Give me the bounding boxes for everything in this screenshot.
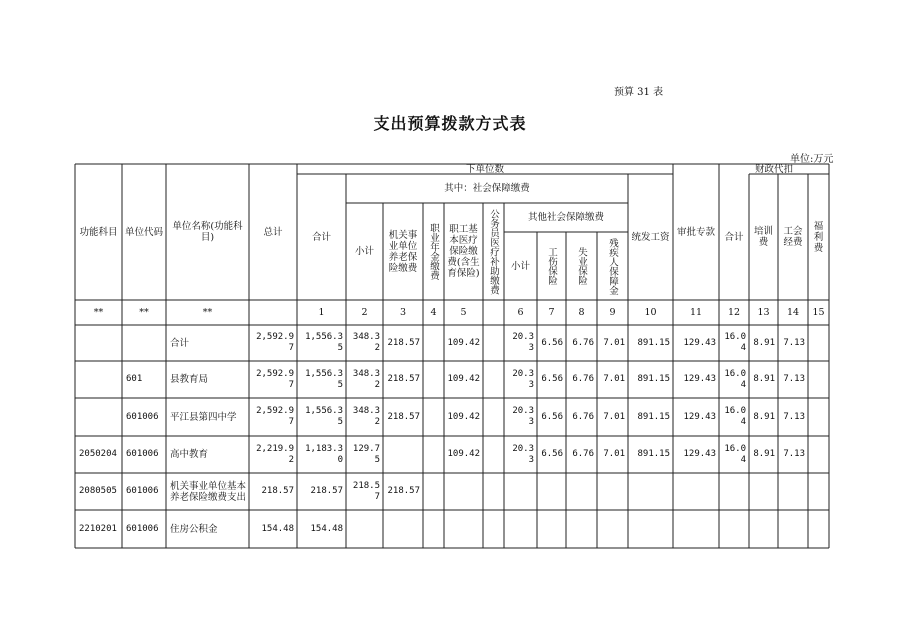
- index-cell: 5: [460, 307, 467, 318]
- table-row-cell: 109.42: [447, 337, 480, 348]
- table-row-cell: [75, 361, 122, 398]
- table-row-cell: 2210201: [79, 523, 117, 534]
- table-row-cell: 7.13: [783, 374, 805, 384]
- form-number: 预算 31 表: [614, 87, 664, 98]
- table-row-cell: [483, 473, 504, 510]
- table-row-cell: 218.57: [387, 411, 420, 422]
- table-row-cell: 16.04: [724, 368, 746, 390]
- table-row-cell: 7.01: [603, 411, 625, 422]
- index-cell: 8: [578, 307, 585, 318]
- table-row-cell: 7.13: [783, 411, 805, 422]
- table-row-cell: 8.91: [753, 374, 775, 384]
- header-special: 审批专款: [676, 226, 715, 238]
- table-row-cell: 154.48: [310, 523, 343, 534]
- table-row-cell: 16.04: [724, 443, 746, 465]
- index-cell: 12: [727, 307, 741, 318]
- table-row-cell: 129.43: [683, 337, 716, 348]
- table-row-cell: 高中教育: [170, 449, 209, 460]
- table-row-cell: [483, 398, 504, 436]
- table-row-cell: [673, 510, 719, 548]
- table-row-cell: [483, 325, 504, 361]
- table-row-cell: 1,183.30: [305, 443, 343, 465]
- table-row-cell: 891.15: [637, 337, 670, 348]
- index-cell: **: [202, 307, 213, 318]
- table-row-cell: 20.33: [512, 443, 534, 465]
- table-row-cell: 6.76: [572, 337, 594, 348]
- header-wage: 统发工资: [631, 231, 670, 243]
- table-row-cell: 7.13: [783, 449, 805, 459]
- table-row-cell: [628, 510, 673, 548]
- table-row-cell: [504, 473, 537, 510]
- table-row-cell: 2,592.97: [256, 332, 294, 353]
- table-row-cell: 2050204: [79, 449, 117, 459]
- index-cell: **: [139, 307, 149, 318]
- table-row-cell: [383, 510, 423, 548]
- header-sum: 合计: [311, 231, 331, 243]
- table-row-cell: 合计: [170, 337, 190, 349]
- table-row-cell: [423, 473, 444, 510]
- table-row-cell: [778, 510, 808, 548]
- table-row-cell: [537, 473, 566, 510]
- table-row-cell: [423, 510, 444, 548]
- table-row-cell: 2,219.92: [256, 443, 294, 465]
- table-row-cell: [423, 361, 444, 398]
- table-row-cell: 891.15: [637, 449, 670, 459]
- unit-label: 单位:万元: [790, 154, 834, 165]
- header-subtotal: 小计: [354, 246, 374, 257]
- table-row-cell: [383, 436, 423, 473]
- index-cell: 11: [689, 307, 703, 318]
- table-row-cell: 7.01: [603, 337, 625, 348]
- index-cell: 4: [430, 307, 437, 318]
- index-cell: 10: [644, 307, 657, 318]
- table-row-cell: [122, 325, 166, 361]
- table-row-cell: [808, 436, 829, 473]
- table-row-cell: 6.56: [541, 374, 563, 384]
- header-unit-code: 单位代码: [124, 226, 163, 238]
- table-row-cell: [749, 473, 778, 510]
- table-row-cell: 7.01: [603, 374, 625, 384]
- header-other-subtotal: 小计: [510, 260, 530, 272]
- table-row-cell: [504, 510, 537, 548]
- table-row-cell: 218.57: [387, 486, 420, 496]
- table-row-cell: 20.33: [512, 406, 534, 427]
- table-row-cell: 7.01: [603, 449, 625, 459]
- table-row-cell: 1,556.35: [305, 332, 343, 353]
- table-row-cell: 8.91: [753, 411, 775, 422]
- table-row-cell: [483, 436, 504, 473]
- table-row-cell: 601006: [126, 523, 159, 534]
- table-row-cell: 129.43: [683, 374, 716, 384]
- header-medical: 职工基本医疗保险缴费(含生育保险): [447, 224, 480, 279]
- index-cell: 13: [757, 307, 770, 318]
- table-row-cell: [808, 473, 829, 510]
- table-row-cell: 218.57: [387, 374, 420, 384]
- header-civil-medical: 公务员医疗补助缴费: [488, 208, 499, 295]
- table-row-cell: [346, 510, 383, 548]
- header-social-security: 其中：社会保障缴费: [444, 183, 530, 194]
- table-row-cell: 109.42: [447, 411, 480, 422]
- table-row-cell: 6.76: [572, 449, 594, 459]
- index-cell: 14: [786, 307, 800, 318]
- index-cell: [249, 300, 297, 325]
- header-welfare: 福利费: [813, 220, 824, 254]
- index-cell: 6: [517, 307, 524, 318]
- table-row-cell: 218.57: [387, 337, 420, 348]
- table-row-cell: [444, 473, 483, 510]
- table-row-cell: 6.56: [541, 337, 563, 348]
- header-func-code: 功能科目: [79, 226, 118, 238]
- table-row-cell: [483, 510, 504, 548]
- table-row-cell: 154.48: [261, 523, 294, 534]
- index-cell: 1: [318, 307, 325, 318]
- table-row-cell: [808, 325, 829, 361]
- table-row-cell: 601006: [126, 486, 159, 496]
- header-total: 总计: [263, 226, 283, 238]
- header-union: 工会经费: [783, 226, 803, 248]
- table-row-cell: [566, 510, 597, 548]
- table-row-cell: 7.13: [783, 337, 805, 348]
- table-row-cell: [749, 510, 778, 548]
- index-cell: 3: [399, 307, 407, 318]
- header-unit-name: 单位名称(功能科目): [172, 221, 243, 243]
- table-row-cell: 601: [126, 374, 143, 384]
- header-pension: 机关事业单位养老保险缴费: [388, 229, 418, 274]
- table-row-cell: 348.32: [352, 406, 380, 427]
- header-disabled: 残疾人保障金: [607, 237, 618, 295]
- table-row-cell: 16.04: [724, 332, 746, 353]
- table-row-cell: 601006: [126, 411, 159, 422]
- table-row-cell: 129.43: [683, 411, 716, 422]
- table-row-cell: 109.42: [447, 449, 480, 459]
- index-cell: 15: [812, 307, 825, 318]
- table-row-cell: 县教育局: [170, 374, 209, 385]
- header-unemployment: 失业保险: [576, 247, 587, 285]
- header-fiscal: 财政代扣: [754, 164, 793, 174]
- table-row-cell: 6.56: [541, 411, 563, 422]
- table-row-cell: 601006: [126, 449, 159, 459]
- table-row-cell: 住房公积金: [170, 523, 218, 535]
- table-row-cell: [75, 398, 122, 436]
- page-title: 支出预算拨款方式表: [373, 114, 527, 133]
- table-row-cell: [75, 325, 122, 361]
- table-row-cell: [423, 436, 444, 473]
- table-row-cell: [808, 398, 829, 436]
- header-fiscal-sum: 合计: [724, 231, 744, 243]
- table-row-cell: [808, 510, 829, 548]
- index-cell: 7: [548, 307, 555, 318]
- header-injury: 工伤保险: [546, 247, 557, 285]
- table-row-cell: 6.56: [541, 449, 563, 459]
- table-row-cell: [444, 510, 483, 548]
- table-row-cell: 6.76: [572, 411, 594, 422]
- index-cell: [483, 300, 504, 325]
- table-row-cell: 129.43: [683, 449, 716, 459]
- table-row-cell: [423, 325, 444, 361]
- table-row-cell: 2080505: [79, 486, 117, 496]
- table-row-cell: [597, 473, 628, 510]
- table-row-cell: [597, 510, 628, 548]
- table-row-cell: 平江县第四中学: [170, 411, 237, 423]
- table-row-cell: 1,556.35: [305, 406, 343, 427]
- index-cell: 9: [609, 307, 616, 318]
- table-row-cell: 机关事业单位基本养老保险缴费支出: [170, 480, 247, 503]
- table-row-cell: [673, 473, 719, 510]
- table-row-cell: [537, 510, 566, 548]
- table-row-cell: 16.04: [724, 406, 746, 427]
- table-row-cell: 20.33: [512, 332, 534, 353]
- header-annuity: 职业年金缴费: [428, 223, 439, 280]
- table-row-cell: 129.75: [352, 443, 380, 465]
- index-cell: 2: [361, 307, 368, 318]
- table-row-cell: [423, 398, 444, 436]
- table-row-cell: [628, 473, 673, 510]
- table-row-cell: 1,556.35: [305, 368, 343, 390]
- index-cell: **: [93, 307, 104, 318]
- table-row-cell: 218.57: [352, 480, 380, 502]
- table-row-cell: 218.57: [261, 486, 294, 496]
- header-lower-units: 下单位数: [465, 164, 504, 174]
- table-row-cell: [808, 361, 829, 398]
- table-row-cell: [719, 510, 749, 548]
- table-row-cell: 2,592.97: [256, 406, 294, 427]
- table-row-cell: 891.15: [637, 411, 670, 422]
- table-row-cell: 348.32: [352, 368, 380, 390]
- table-row-cell: 109.42: [447, 374, 480, 384]
- table-row-cell: 891.15: [637, 374, 670, 384]
- table-row-cell: 6.76: [572, 374, 594, 384]
- table-row-cell: 2,592.97: [256, 368, 294, 390]
- table-row-cell: 20.33: [512, 368, 534, 390]
- table-row-cell: 8.91: [753, 449, 775, 459]
- table-row-cell: [778, 473, 808, 510]
- table-row-cell: [719, 473, 749, 510]
- table-row-cell: 348.32: [352, 332, 380, 353]
- header-other-social: 其他社会保障缴费: [527, 212, 604, 223]
- header-training: 培训费: [753, 226, 773, 248]
- table-row-cell: [483, 361, 504, 398]
- table-row-cell: [566, 473, 597, 510]
- table-row-cell: 8.91: [753, 337, 775, 348]
- table-row-cell: 218.57: [310, 486, 343, 496]
